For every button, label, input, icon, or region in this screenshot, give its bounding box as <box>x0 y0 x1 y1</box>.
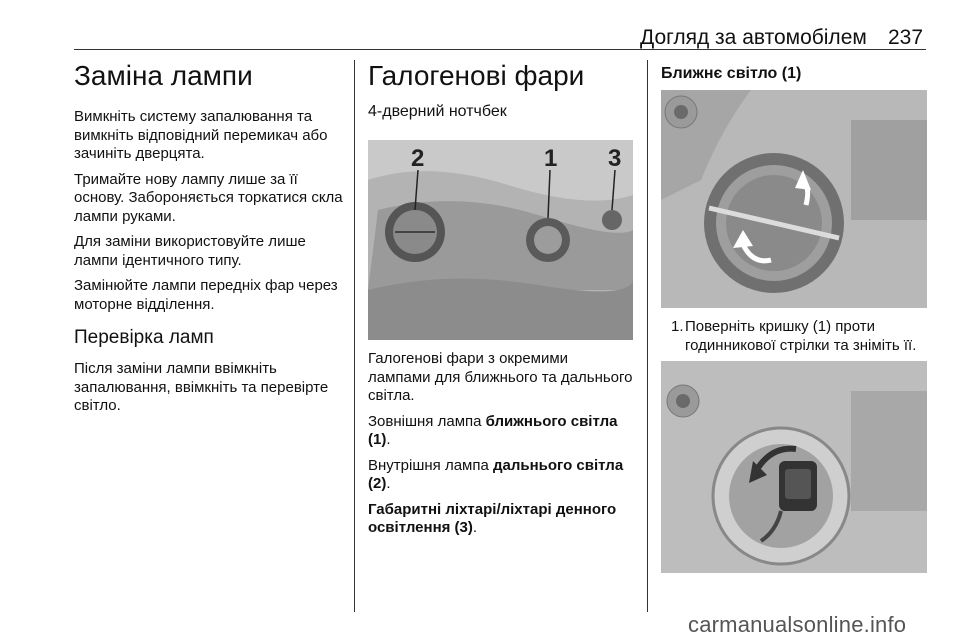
paragraph: Вимкніть систему запалювання та вимкніть відповідний перемикач або зачиніть дверцята. <box>74 108 328 162</box>
callout-3: 3 <box>608 145 622 172</box>
column-divider-1 <box>354 60 355 612</box>
section-heading-halogen-headlights: Галогенові фари <box>368 60 585 91</box>
section-heading-lamp-replacement: Заміна лампи <box>74 60 253 91</box>
paragraph: Після заміни лампи ввімкніть запалювання, ввімкніть та перевірте світло. <box>74 360 329 414</box>
steps-list <box>661 318 927 355</box>
subheading-lamp-check: Перевірка ламп <box>74 327 214 348</box>
column-1 <box>74 58 344 423</box>
headlight-rear-illustration <box>368 140 633 340</box>
low-beam-cover-illustration <box>661 90 927 308</box>
paragraph: Замінюйте лампи передніх фар через моторне відділення. <box>74 277 338 313</box>
subheading-low-beam: Ближнє світло (1) <box>661 65 802 82</box>
watermark: carmanualsonline.info <box>688 612 907 637</box>
page-header-title: Догляд за автомобілем <box>640 26 867 49</box>
column-3 <box>661 58 927 573</box>
header-divider <box>74 49 926 50</box>
column-divider-2 <box>647 60 648 612</box>
parking-lights-text: Габаритні ліхтарі/ліхтарі денного освітлення (3). <box>368 500 617 536</box>
outer-lamp-text: Зовнішня лампа ближнього світла (1). <box>368 412 618 448</box>
paragraph: Галогенові фари з окремими лампами для ближнього та дальнього світла. <box>368 350 633 404</box>
subheading-4-door-notchback: 4-дверний нотчбек <box>368 103 507 120</box>
callout-1: 1 <box>544 145 558 172</box>
paragraph: Тримайте нову лампу лише за її основу. Забороняється торкатися скла лампи руками. <box>74 170 343 225</box>
inner-lamp-text: Внутрішня лампа дальнього світла (2). <box>368 456 624 492</box>
bulb-connector-illustration <box>661 361 927 573</box>
callout-2: 2 <box>411 145 425 172</box>
list-item: 1. Поверніть кришку (1) проти годинникової стрілки та зніміть її. <box>671 318 917 354</box>
page-number: 237 <box>888 26 924 49</box>
column-2 <box>368 58 633 545</box>
paragraph: Для заміни використовуйте лише лампи ідентичного типу. <box>74 233 306 269</box>
